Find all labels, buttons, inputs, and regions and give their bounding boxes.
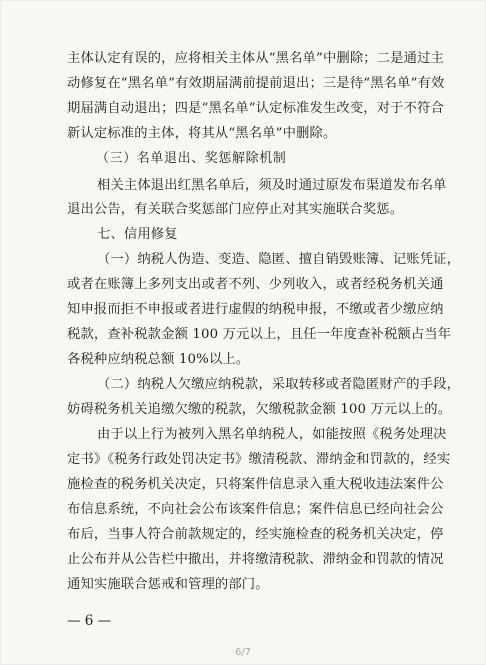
body-line: 定书》《税务行政处罚决定书》缴清税款、滞纳金和罚款的，经实: [67, 452, 451, 467]
body-line: 期届满自动退出；四是“黑名单”认定标准发生改变，对于不符合: [67, 101, 444, 116]
body-line: （一）纳税人伪造、变造、隐匿、擅自销毁账簿、记账凭证，: [97, 252, 461, 267]
body-line: 退出公告，有关联合奖惩部门应停止对其实施联合奖惩。: [67, 202, 404, 217]
page-indicator: 6/7: [234, 647, 252, 658]
body-line: 由于以上行为被列入黑名单纳税人，如能按照《税务处理决: [97, 427, 447, 442]
body-line: 通知实施联合惩戒和管理的部门。: [67, 577, 269, 592]
section-heading: （三）名单退出、奖惩解除机制: [96, 151, 287, 166]
page-number: — 6 —: [67, 613, 112, 629]
body-line: 知申报而拒不申报或者进行虚假的纳税申报，不缴或者少缴应纳: [67, 302, 444, 317]
body-line: 税款，查补税款金额 100 万元以上，且任一年度查补税额占当年: [67, 327, 452, 342]
body-line: 布信息系统，不向社会公布该案件信息；案件信息已经向社会公: [67, 502, 444, 517]
body-line: 妨碍税务机关追缴欠缴的税款，欠缴税款金额 100 万元以上的。: [67, 402, 452, 417]
body-line: 动修复在“黑名单”有效期届满前提前退出；三是待“黑名单”有效: [67, 76, 445, 91]
body-line: 布后，当事人符合前款规定的，经实施检查的税务机关决定，停: [67, 527, 444, 542]
body-line: 各税种应纳税总额 10%以上。: [67, 352, 250, 367]
body-line: 或者在账簿上多列支出或者不列、少列收入，或者经税务机关通: [67, 277, 444, 292]
body-line: 相关主体退出红黑名单后，须及时通过原发布渠道发布名单: [97, 178, 447, 193]
section-heading: 七、信用修复: [97, 227, 178, 242]
body-line: 主体认定有误的，应将相关主体从“黑名单”中删除；二是通过主: [67, 51, 444, 66]
body-line: 止公布并从公告栏中撤出，并将缴清税款、滞纳金和罚款的情况: [67, 552, 444, 567]
body-line: 新认定标准的主体，将其从“黑名单”中删除。: [67, 126, 337, 141]
body-line: （二）纳税人欠缴应纳税款，采取转移或者隐匿财产的手段，: [97, 377, 461, 392]
body-line: 施检查的税务机关决定，只将案件信息录入重大税收违法案件公: [67, 477, 444, 492]
